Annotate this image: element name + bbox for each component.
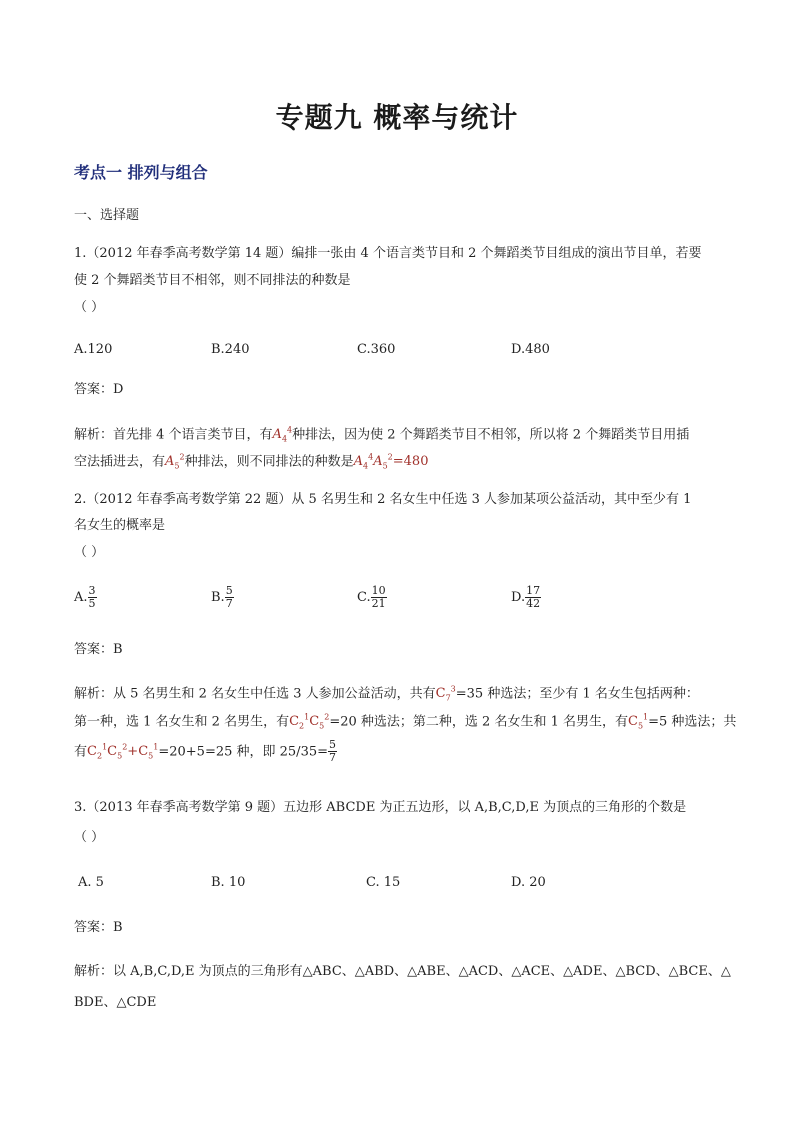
q2-explanation-line-3 — [74, 738, 337, 767]
q2-option-a — [74, 585, 97, 610]
q1-option-c: C.360 — [357, 342, 396, 357]
formula-sub: 5 — [117, 751, 123, 761]
formula-sup: 2 — [179, 453, 185, 462]
formula-symbol: C — [628, 714, 638, 730]
page-title: 专题九 概率与统计 — [275, 101, 519, 134]
q1-exp2-formula-2 — [354, 454, 429, 469]
formula-sup: 2 — [324, 713, 330, 722]
fraction — [88, 585, 97, 610]
formula-symbol: C — [289, 714, 300, 730]
q3-answer: 答案：B — [74, 920, 123, 935]
formula-sup: 1 — [304, 713, 310, 722]
option-label: D. — [511, 590, 526, 605]
denominator: 7 — [225, 597, 233, 610]
q1-explanation-line-2 — [74, 448, 428, 477]
q3-line-1: 3.（2013 年春季高考数学第 9 题）五边形 ABCDE 为正五边形，以 A,B,C,D,E 为顶点的三角形的个数是 — [74, 800, 687, 815]
section-heading: 考点一 排列与组合 — [74, 163, 208, 182]
formula-sub: 4 — [363, 461, 369, 471]
q2-option-d — [511, 585, 541, 610]
formula-sup: 1 — [153, 743, 159, 752]
formula-sub: 2 — [299, 721, 305, 731]
formula-sub: 5 — [319, 721, 325, 731]
q1-line-2: 使 2 个舞蹈类节目不相邻，则不同排法的种数是 — [74, 273, 351, 288]
formula-symbol: A — [373, 454, 383, 470]
q1-option-b: B.240 — [211, 342, 250, 357]
q2-line-2: 名女生的概率是 — [74, 518, 166, 533]
numerator: 5 — [329, 738, 336, 752]
formula-plus: + — [127, 744, 139, 760]
q1-answer: 答案：D — [74, 382, 124, 397]
formula-sup: 2 — [122, 743, 128, 752]
q1-exp1-text-b: 种排法，因为使 2 个舞蹈类节目不相邻，所以将 2 个舞蹈类节目用插 — [292, 427, 690, 443]
formula-symbol: A — [272, 427, 282, 443]
q2-exp2-formula-1 — [289, 714, 329, 729]
q1-explanation-line-1 — [74, 421, 689, 450]
q3-paren: （ ） — [74, 830, 105, 845]
q2-option-c — [357, 585, 387, 610]
q2-exp1-text-a: 解析：从 5 名男生和 2 名女生中任选 3 人参加公益活动，共有 — [74, 686, 436, 702]
numerator: 5 — [225, 584, 233, 597]
formula-sub: 5 — [148, 751, 154, 761]
q2-paren: （ ） — [74, 545, 105, 560]
q1-exp1-text-a: 解析：首先排 4 个语言类节目，有 — [74, 427, 273, 443]
formula-sub: 7 — [445, 693, 451, 703]
denominator: 5 — [88, 597, 96, 610]
q1-exp2-text-a: 空法插进去，有 — [74, 454, 166, 470]
q2-exp2-text-a: 第一种，选 1 名女生和 2 名男生，有 — [74, 714, 290, 730]
denominator: 7 — [329, 751, 336, 765]
q1-exp2-formula-1 — [165, 454, 185, 469]
numerator: 10 — [371, 584, 386, 597]
q3-explanation-line-1: 解析：以 A,B,C,D,E 为顶点的三角形有△ABC、△ABD、△ABE、△ACD、△ACE、△ADE、△BCD、△BCE、△ — [74, 964, 731, 979]
formula-sub: 4 — [281, 434, 288, 444]
fraction — [525, 585, 541, 610]
q2-line-1: 2.（2012 年春季高考数学第 22 题）从 5 名男生和 2 名女生中任选 3 人参加某项公益活动，其中至少有 1 — [74, 492, 692, 507]
q2-explanation-line-1 — [74, 680, 699, 709]
fraction — [371, 585, 387, 610]
q1-exp2-result: =480 — [392, 454, 429, 470]
formula-sup: 4 — [368, 453, 374, 462]
fraction — [225, 585, 234, 610]
q2-exp1-formula — [436, 686, 456, 701]
option-label: A. — [74, 590, 88, 605]
q2-exp2-formula-2 — [628, 714, 648, 729]
formula-symbol: C — [309, 714, 320, 730]
option-label: C. — [357, 590, 371, 605]
denominator: 42 — [526, 597, 541, 610]
formula-sup: 2 — [387, 453, 393, 462]
formula-sub: 5 — [637, 721, 644, 731]
q2-exp2-text-b: =20 种选法；第二种，选 2 名女生和 1 名男生，有 — [329, 714, 628, 730]
q2-answer: 答案：B — [74, 642, 123, 657]
q1-exp2-text-b: 种排法，则不同排法的种数是 — [184, 454, 354, 470]
q1-paren: （ ） — [74, 300, 105, 315]
q2-exp3-text-a: 有 — [74, 744, 88, 760]
formula-sup: 1 — [102, 743, 108, 752]
formula-sub: 5 — [174, 461, 180, 471]
fraction — [328, 739, 337, 764]
formula-symbol: A — [165, 454, 175, 470]
q3-option-d: D. 20 — [511, 875, 546, 890]
q2-exp3-text-b: =20+5=25 种，即 25/35= — [158, 744, 328, 760]
subsection-heading: 一、选择题 — [74, 208, 140, 223]
numerator: 17 — [526, 584, 541, 597]
formula-symbol: C — [138, 744, 149, 760]
q2-exp3-formula — [87, 744, 158, 759]
q3-option-a: A. 5 — [78, 875, 104, 890]
q2-explanation-line-2 — [74, 708, 736, 737]
q1-exp1-formula — [273, 427, 293, 442]
formula-symbol: C — [87, 744, 97, 760]
q1-option-a: A.120 — [74, 342, 113, 357]
q3-explanation-line-2: BDE、△CDE — [74, 995, 157, 1010]
q2-exp2-text-c: =5 种选法；共 — [648, 714, 737, 730]
formula-symbol: A — [353, 454, 363, 470]
option-label: B. — [211, 590, 225, 605]
formula-symbol: C — [107, 744, 118, 760]
denominator: 21 — [371, 597, 386, 610]
formula-sup: 4 — [287, 426, 293, 435]
formula-sup: 1 — [643, 713, 649, 722]
q3-option-c: C. 15 — [366, 875, 401, 890]
q1-line-1: 1.（2012 年春季高考数学第 14 题）编排一张由 4 个语言类节目和 2 个舞蹈类节目组成的演出节目单，若要 — [74, 246, 702, 261]
q3-option-b: B. 10 — [211, 875, 246, 890]
q1-option-d: D.480 — [511, 342, 550, 357]
q2-option-b — [211, 585, 234, 610]
formula-sup: 3 — [450, 685, 456, 694]
formula-symbol: C — [435, 686, 446, 702]
formula-sub: 2 — [96, 751, 103, 761]
q2-exp1-text-b: =35 种选法；至少有 1 名女生包括两种： — [455, 686, 699, 702]
numerator: 3 — [88, 584, 96, 597]
formula-sub: 5 — [382, 461, 388, 471]
